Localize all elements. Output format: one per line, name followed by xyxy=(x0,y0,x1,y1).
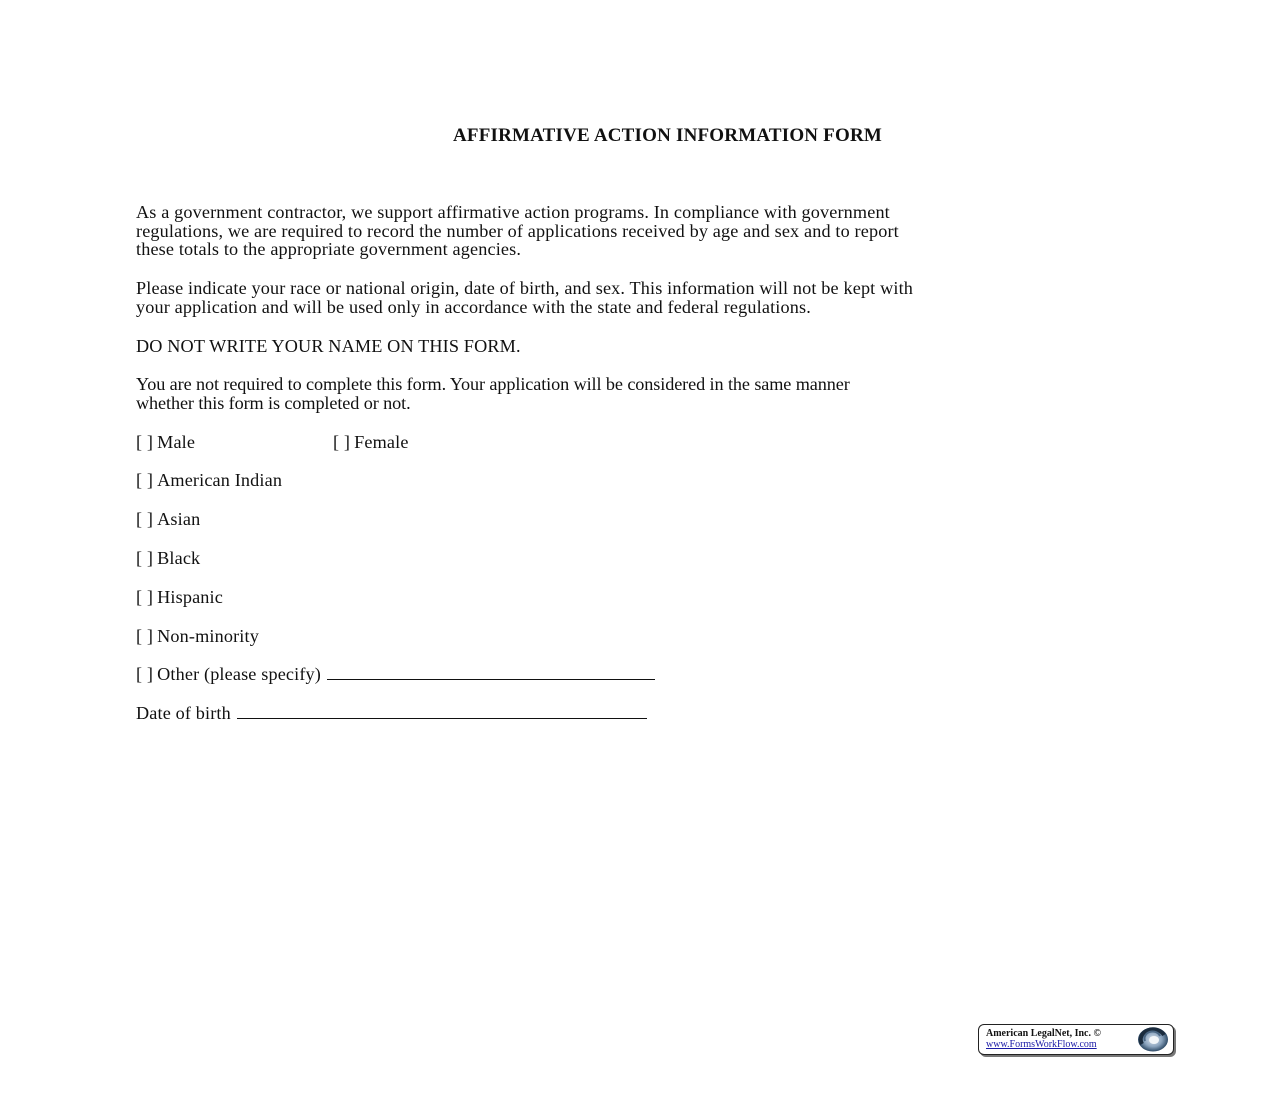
intro-line-2: regulations, we are required to record the number of applications received by age and sex and to report xyxy=(136,220,899,241)
intro-paragraph xyxy=(136,203,1181,259)
publisher-link[interactable]: www.FormsWorkFlow.com xyxy=(986,1039,1097,1050)
optional-notice-paragraph xyxy=(136,375,1181,412)
warning-line: DO NOT WRITE YOUR NAME ON THIS FORM. xyxy=(136,335,521,356)
date-of-birth-row xyxy=(136,704,1181,723)
checkbox-black[interactable]: [ ] xyxy=(136,548,154,569)
optional-line-1: You are not required to complete this form. Your application will be considered in the same manner xyxy=(136,374,850,395)
instructions-line-2: your application and will be used only in accordance with the state and federal regulations. xyxy=(136,296,811,317)
publisher-badge[interactable] xyxy=(978,1024,1174,1055)
form-title: AFFIRMATIVE ACTION INFORMATION FORM xyxy=(452,125,883,146)
option-american-indian-label: American Indian xyxy=(157,470,283,491)
option-asian[interactable] xyxy=(136,510,1181,529)
checkbox-asian[interactable]: [ ] xyxy=(136,509,154,530)
option-hispanic-label: Hispanic xyxy=(157,586,223,607)
checkbox-other[interactable]: [ ] xyxy=(136,664,154,685)
option-female[interactable] xyxy=(333,433,409,452)
option-other[interactable] xyxy=(136,665,1181,684)
checkbox-american-indian[interactable]: [ ] xyxy=(136,470,154,491)
other-specify-field[interactable] xyxy=(327,665,655,680)
option-other-label: Other (please specify) xyxy=(157,664,322,685)
option-hispanic[interactable] xyxy=(136,588,1181,607)
form-body xyxy=(136,203,1181,743)
optional-line-2: whether this form is completed or not. xyxy=(136,392,411,413)
globe-swirl-logo-icon xyxy=(1136,1026,1170,1053)
option-male[interactable] xyxy=(136,433,195,452)
option-black[interactable] xyxy=(136,549,1181,568)
checkbox-non-minority[interactable]: [ ] xyxy=(136,625,154,646)
checkbox-hispanic[interactable]: [ ] xyxy=(136,586,154,607)
intro-line-3: these totals to the appropriate government agencies. xyxy=(136,239,522,260)
warning-paragraph xyxy=(136,337,1181,356)
intro-line-1: As a government contractor, we support affirmative action programs. In compliance with government xyxy=(136,202,890,222)
option-male-label: Male xyxy=(157,431,196,452)
date-of-birth-field[interactable] xyxy=(237,704,647,719)
badge-text xyxy=(986,1028,1101,1050)
option-non-minority-label: Non-minority xyxy=(157,625,259,646)
option-american-indian[interactable] xyxy=(136,471,1181,490)
checkbox-male[interactable]: [ ] xyxy=(136,431,154,452)
option-non-minority[interactable] xyxy=(136,627,1181,646)
checkbox-female[interactable]: [ ] xyxy=(333,431,351,452)
publisher-name: American LegalNet, Inc. © xyxy=(986,1028,1101,1039)
instructions-line-1: Please indicate your race or national origin, date of birth, and sex. This information will not be kept with xyxy=(136,278,914,299)
option-black-label: Black xyxy=(157,548,201,569)
date-of-birth-label: Date of birth xyxy=(136,703,231,724)
instructions-paragraph xyxy=(136,279,1181,316)
sex-options-row xyxy=(136,433,1181,452)
option-asian-label: Asian xyxy=(157,509,201,530)
option-female-label: Female xyxy=(354,431,409,452)
